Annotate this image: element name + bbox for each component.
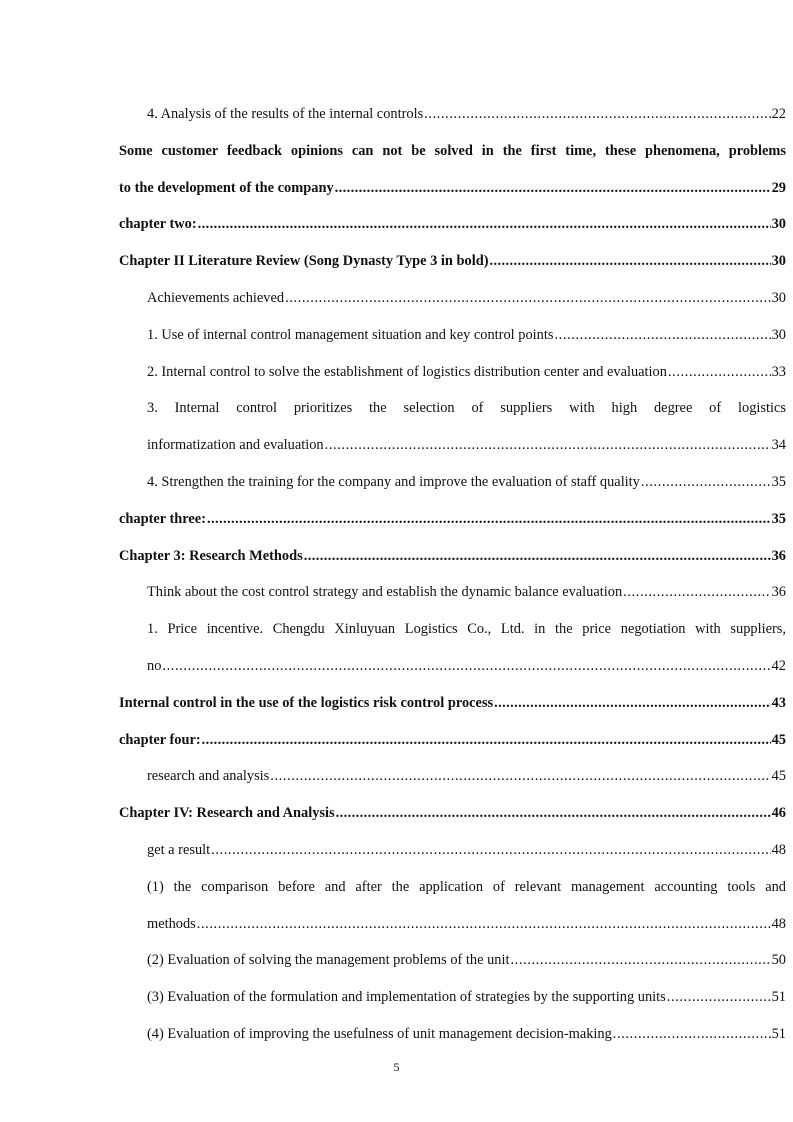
- page-footer-number: 5: [393, 1060, 400, 1074]
- dot-leader: [668, 363, 771, 381]
- toc-entry-page: 50: [771, 952, 786, 969]
- toc-entry[interactable]: [119, 252, 786, 270]
- dot-leader: [207, 510, 771, 528]
- toc-entry-page: 36: [771, 584, 786, 601]
- toc-entry-title: Internal control in the use of the logistics risk control process: [119, 694, 494, 711]
- toc-entry[interactable]: [119, 289, 786, 307]
- toc-entry-title: Chapter IV: Research and Analysis: [119, 805, 335, 822]
- toc-entry-page: 33: [771, 363, 786, 380]
- toc-entry-title: 2. Internal control to solve the establishment of logistics distribution center and evaluation: [147, 363, 667, 380]
- dot-leader: [162, 657, 770, 675]
- toc-entry-title: informatization and evaluation: [147, 437, 324, 454]
- toc-entry[interactable]: [119, 804, 786, 822]
- toc-entry-title: Chapter II Literature Review (Song Dynasty Type 3 in bold): [119, 253, 489, 270]
- toc-entry-page: 46: [771, 805, 786, 822]
- toc-entry[interactable]: [119, 1025, 786, 1043]
- toc-entry-page: 48: [771, 841, 786, 858]
- toc-entry-title: Achievements achieved: [147, 289, 285, 306]
- dot-leader: [510, 951, 770, 969]
- toc-entry[interactable]: [119, 399, 786, 454]
- toc-entry-page: 35: [771, 510, 786, 527]
- toc-entry-page: 51: [771, 1025, 786, 1042]
- toc-entry[interactable]: [119, 694, 786, 712]
- toc-entry[interactable]: [119, 215, 786, 233]
- toc-entry[interactable]: [119, 951, 786, 969]
- toc-entry-page: 42: [771, 657, 786, 674]
- toc-entry-title: to the development of the company: [119, 179, 334, 196]
- dot-leader: [270, 767, 770, 785]
- toc-entry-page: 29: [771, 179, 786, 196]
- toc-entry[interactable]: [119, 105, 786, 123]
- dot-leader: [494, 694, 770, 712]
- toc-entry[interactable]: [119, 510, 786, 528]
- dot-leader: [641, 473, 771, 491]
- toc-entry-page: 43: [771, 694, 786, 711]
- dot-leader: [490, 252, 771, 270]
- toc-entry[interactable]: [119, 731, 786, 749]
- toc-entry-title: 4. Analysis of the results of the internal controls: [147, 106, 424, 122]
- toc-entry[interactable]: [119, 142, 786, 197]
- dot-leader: [613, 1025, 771, 1043]
- toc-entry-title: 1. Use of internal control management situation and key control points: [147, 326, 554, 343]
- table-of-contents: [119, 105, 786, 1062]
- toc-entry-title: no: [147, 657, 162, 674]
- toc-entry-page: 45: [771, 768, 786, 785]
- toc-entry[interactable]: [119, 841, 786, 859]
- dot-leader: [335, 179, 771, 197]
- toc-entry-page: 36: [771, 547, 786, 564]
- toc-entry[interactable]: [119, 326, 786, 344]
- dot-leader: [325, 436, 771, 454]
- toc-entry-page: 30: [771, 216, 786, 233]
- dot-leader: [304, 547, 771, 565]
- toc-entry-page: 22: [771, 106, 786, 122]
- toc-entry-title: chapter three:: [119, 510, 206, 527]
- toc-entry[interactable]: [119, 620, 786, 675]
- toc-entry-title: Chapter 3: Research Methods: [119, 547, 303, 564]
- toc-entry[interactable]: [119, 878, 786, 933]
- dot-leader: [198, 215, 771, 233]
- toc-entry-title: (3) Evaluation of the formulation and implementation of strategies by the supporting units: [147, 989, 666, 1006]
- toc-entry-page: 48: [771, 915, 786, 932]
- dot-leader: [197, 915, 771, 933]
- toc-entry-page: 30: [771, 326, 786, 343]
- toc-entry[interactable]: [119, 583, 786, 601]
- toc-entry[interactable]: [119, 988, 786, 1006]
- dot-leader: [202, 731, 771, 749]
- toc-entry-title: Think about the cost control strategy and establish the dynamic balance evaluation: [147, 584, 623, 601]
- toc-entry-title-line1: (1) the comparison before and after the application of relevant management accounting tools and: [147, 878, 786, 895]
- toc-entry-page: 45: [771, 731, 786, 748]
- dot-leader: [211, 841, 770, 859]
- dot-leader: [667, 988, 771, 1006]
- toc-entry-title-line1: 1. Price incentive. Chengdu Xinluyuan Logistics Co., Ltd. in the price negotiation with suppliers,: [147, 621, 786, 638]
- toc-entry-title: chapter two:: [119, 216, 197, 233]
- dot-leader: [424, 105, 770, 123]
- toc-entry-page: 35: [771, 473, 786, 490]
- dot-leader: [285, 289, 771, 307]
- toc-entry-title: (4) Evaluation of improving the usefulness of unit management decision-making: [147, 1025, 612, 1042]
- toc-entry[interactable]: [119, 547, 786, 565]
- toc-entry-title: get a result: [147, 841, 211, 858]
- toc-entry[interactable]: [119, 767, 786, 785]
- toc-entry-title-line1: Some customer feedback opinions can not be solved in the first time, these phenomena, problems: [119, 142, 786, 159]
- toc-entry[interactable]: [119, 473, 786, 491]
- toc-entry-title: research and analysis: [147, 768, 270, 785]
- toc-entry-page: 30: [771, 289, 786, 306]
- toc-entry-title: (2) Evaluation of solving the management problems of the unit: [147, 952, 510, 969]
- toc-entry-page: 30: [771, 253, 786, 270]
- toc-entry[interactable]: [119, 363, 786, 381]
- toc-entry-page: 34: [771, 437, 786, 454]
- toc-entry-title: 4. Strengthen the training for the company and improve the evaluation of staff quality: [147, 473, 640, 490]
- toc-entry-page: 51: [771, 989, 786, 1006]
- dot-leader: [336, 804, 771, 822]
- toc-entry-title: chapter four:: [119, 731, 201, 748]
- toc-entry-title-line1: 3. Internal control prioritizes the selection of suppliers with high degree of logistics: [147, 400, 786, 417]
- toc-entry-title: methods: [147, 915, 196, 932]
- dot-leader: [623, 583, 770, 601]
- dot-leader: [554, 326, 770, 344]
